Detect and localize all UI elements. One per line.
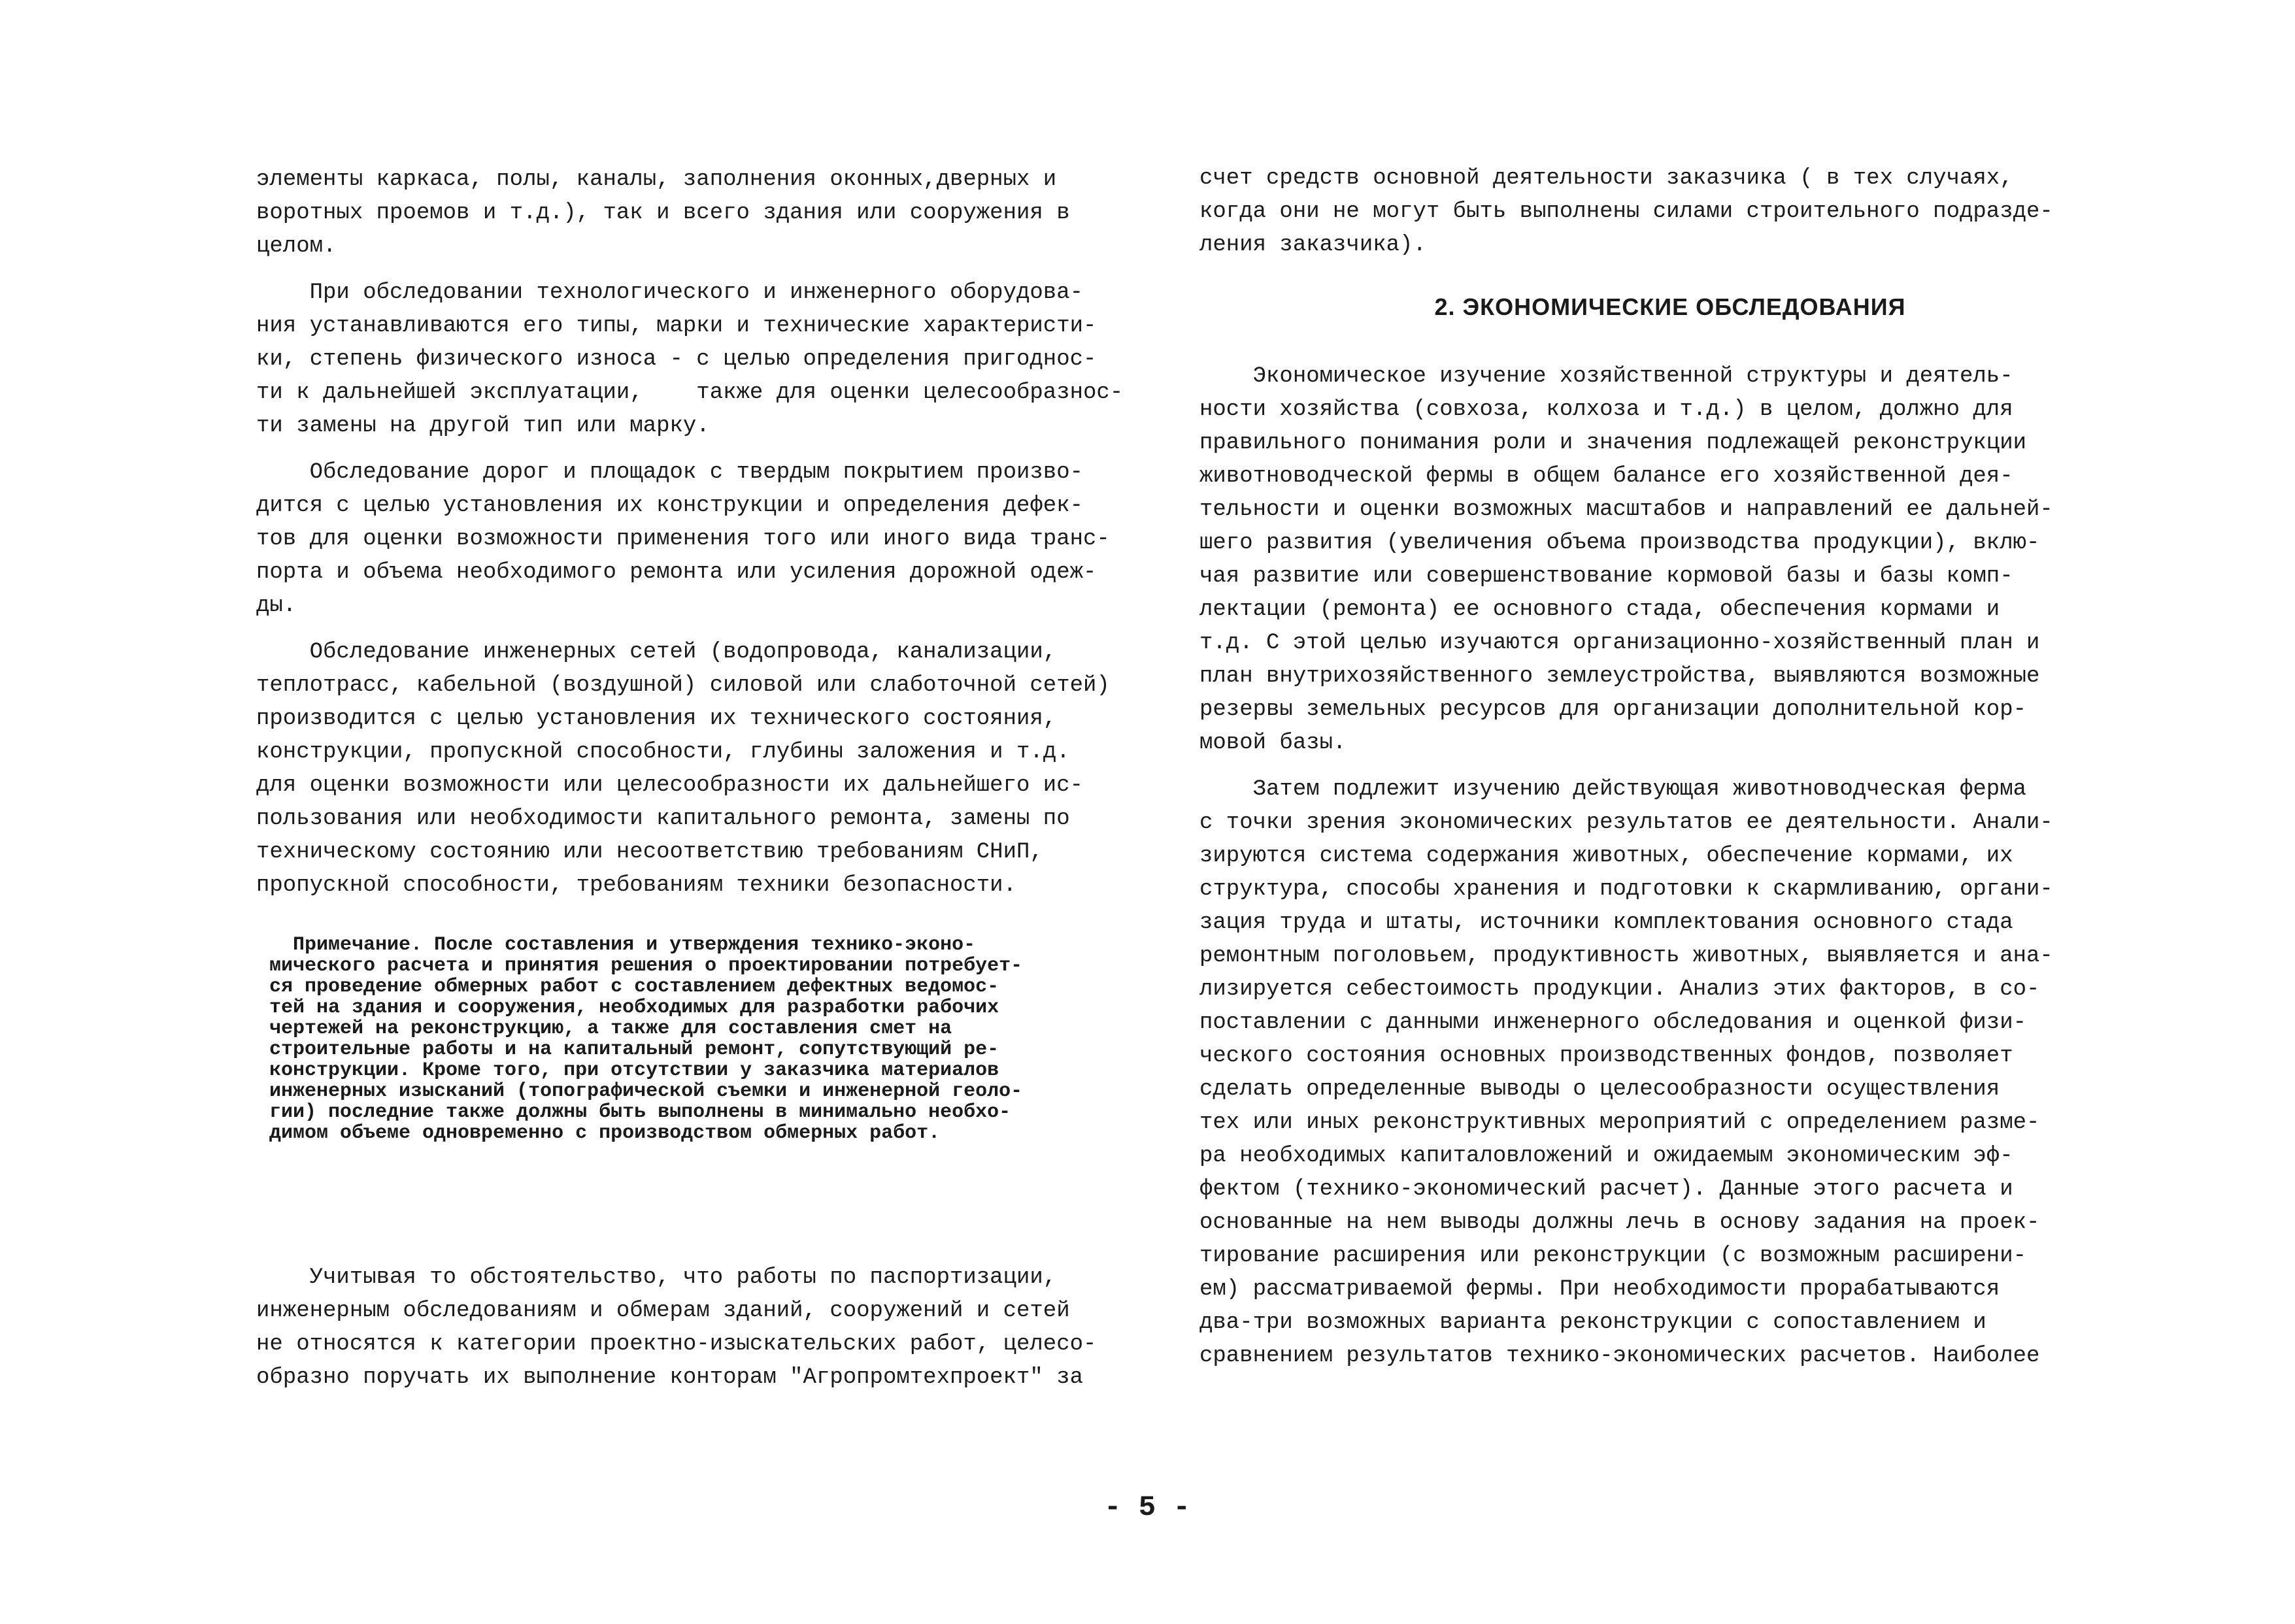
note-block (269, 935, 1132, 1144)
text-line: Обследование инженерных сетей (водопровода, канализации, (256, 640, 1057, 665)
text-line: инженерным обследованиям и обмерам зданий, сооружений и сетей (256, 1299, 1070, 1323)
text-line: Затем подлежит изучению действующая животноводческая ферма (1199, 777, 2027, 802)
text-line: целом. (256, 234, 337, 259)
text-line: лизируется себестоимость продукции. Анализ этих факторов, в со- (1199, 977, 2040, 1002)
page-number: - 5 - (1103, 1491, 1191, 1524)
text-line: пропускной способности, требованиям техники безопасности. (256, 873, 1016, 898)
text-line: сравнением результатов технико-экономических расчетов. Наиболее (1199, 1344, 2040, 1368)
text-line: техническому состоянию или несоответствию требованиям СНиП, (256, 840, 1043, 865)
text-line: ра необходимых капиталовложений и ожидаемым экономическим эф- (1199, 1144, 2013, 1168)
text-line: животноводческой фермы в общем балансе его хозяйственной дея- (1199, 464, 2013, 489)
text-line: строительные работы и на капитальный ремонт, сопутствующий ре- (269, 1038, 999, 1061)
text-line: резервы земельных ресурсов для организации дополнительной кор- (1199, 697, 2027, 722)
right-column (1199, 162, 2062, 1373)
text-line: шего развития (увеличения объема производства продукции), вклю- (1199, 531, 2040, 555)
text-line: Учитывая то обстоятельство, что работы по паспортизации, (256, 1265, 1057, 1290)
text-line: гии) последние также должны быть выполнены в минимально необхо- (269, 1101, 1011, 1123)
text-line: правильного понимания роли и значения подлежащей реконструкции (1199, 431, 2027, 456)
text-line: для оценки возможности или целесообразности их дальнейшего ис- (256, 773, 1084, 798)
text-line: элементы каркаса, полы, каналы, заполнения оконных,дверных и (256, 167, 1057, 192)
text-line: сделать определенные выводы о целесообразности осуществления (1199, 1077, 2000, 1102)
text-line: т.д. С этой целью изучаются организационно-хозяйственный план и (1199, 631, 2040, 655)
text-line: счет средств основной деятельности заказчика ( в тех случаях, (1199, 166, 2013, 191)
text-line: мовой базы. (1199, 731, 1347, 755)
text-line: поставлении с данными инженерного обследования и оценкой физи- (1199, 1010, 2027, 1035)
text-line: ся проведение обмерных работ с составлением дефектных ведомос- (269, 976, 999, 998)
paragraph-roads-survey (256, 456, 1126, 623)
text-line: ем) рассматриваемой фермы. При необходимости прорабатываются (1199, 1277, 2000, 1302)
text-line: ти к дальнейшей эксплуатации, также для оценки целесообразнос- (256, 380, 1124, 405)
text-line: Экономическое изучение хозяйственной структуры и деятель- (1199, 364, 2013, 389)
text-line: дится с целью установления их конструкции и определения дефек- (256, 493, 1084, 518)
text-line: мического расчета и принятия решения о проектировании потребует- (269, 955, 1023, 977)
left-column (256, 163, 1126, 903)
text-line: воротных проемов и т.д.), так и всего здания или сооружения в (256, 201, 1070, 225)
text-line: тех или иных реконструктивных мероприятий с определением разме- (1199, 1110, 2040, 1135)
text-line: ремонтным поголовьем, продуктивность животных, выявляется и ана- (1199, 944, 2053, 969)
text-line: ности хозяйства (совхоза, колхоза и т.д.) в целом, должно для (1199, 397, 2013, 422)
text-line: не относятся к категории проектно-изыскательских работ, целесо- (256, 1332, 1097, 1357)
text-line: пользования или необходимости капитального ремонта, замены по (256, 806, 1070, 831)
text-line: конструкции, пропускной способности, глубины заложения и т.д. (256, 740, 1070, 765)
text-line: чая развитие или совершенствование кормовой базы и базы комп- (1199, 564, 2013, 589)
text-line: инженерных изысканий (топографической съемки и инженерной геоло- (269, 1080, 1023, 1102)
text-line: план внутрихозяйственного землеустройства, выявляются возможные (1199, 664, 2040, 689)
text-line: зация труда и штаты, источники комплектования основного стада (1199, 910, 2013, 935)
text-line: фектом (технико-экономический расчет). Данные этого расчета и (1199, 1177, 2013, 1202)
text-line: ды. (256, 593, 297, 618)
text-line: Обследование дорог и площадок с твердым покрытием произво- (256, 460, 1084, 485)
text-line: конструкции. Кроме того, при отсутствии у заказчика материалов (269, 1059, 999, 1082)
section-heading: 2. ЭКОНОМИЧЕСКИЕ ОБСЛЕДОВАНИЯ (1434, 293, 1906, 320)
text-line: ления заказчика). (1199, 233, 1426, 257)
paragraph-economic-study (1199, 360, 2062, 760)
text-line: ки, степень физического износа - с целью определения пригоднос- (256, 347, 1097, 372)
text-line: основанные на нем выводы должны лечь в основу задания на проек- (1199, 1210, 2040, 1235)
text-line: димом объеме одновременно с производством обмерных работ. (269, 1122, 941, 1144)
paragraph-customer-funds (1199, 162, 2062, 262)
paragraph-contractors (256, 1261, 1126, 1395)
text-line: тирование расширения или реконструкции (с возможным расширени- (1199, 1244, 2027, 1268)
paragraph-networks-survey (256, 636, 1126, 903)
text-line: ческого состояния основных производственных фондов, позволяет (1199, 1044, 2013, 1069)
text-line: производится с целью установления их технического состояния, (256, 706, 1057, 731)
text-line: При обследовании технологического и инженерного оборудова- (256, 280, 1084, 305)
text-line: тов для оценки возможности применения того или иного вида транс- (256, 527, 1110, 552)
left-bottom-paragraph (256, 1261, 1126, 1395)
text-line: лектации (ремонта) ее основного стада, обеспечения кормами и (1199, 597, 2000, 622)
text-line: ти замены на другой тип или марку. (256, 414, 710, 439)
paragraph-equipment-survey (256, 276, 1126, 443)
text-line: образно поручать их выполнение конторам "Агропромтехпроект" за (256, 1365, 1084, 1390)
text-line: тей на здания и сооружения, необходимых для разработки рабочих (269, 997, 999, 1019)
text-line: с точки зрения экономических результатов ее деятельности. Анали- (1199, 810, 2053, 835)
text-line: чертежей на реконструкцию, а также для составления смет на (269, 1018, 952, 1040)
paragraph-frame-elements (256, 163, 1126, 263)
text-line: два-три возможных варианта реконструкции с сопоставлением и (1199, 1310, 1986, 1335)
note-text (269, 935, 1132, 1144)
paragraph-farm-analysis (1199, 773, 2062, 1373)
text-line: структура, способы хранения и подготовки к скармливанию, органи- (1199, 877, 2053, 902)
text-line: ния устанавливаются его типы, марки и технические характеристи- (256, 314, 1097, 339)
text-line: зируются система содержания животных, обеспечение кормами, их (1199, 844, 2013, 869)
text-line: тельности и оценки возможных масштабов и направлений ее дальней- (1199, 497, 2053, 522)
text-line: теплотрасс, кабельной (воздушной) силовой или слаботочной сетей) (256, 673, 1110, 698)
text-line: Примечание. После составления и утверждения технико-эконо- (269, 934, 976, 956)
text-line: порта и объема необходимого ремонта или усиления дорожной одеж- (256, 560, 1097, 585)
text-line: когда они не могут быть выполнены силами строительного подразде- (1199, 199, 2053, 224)
